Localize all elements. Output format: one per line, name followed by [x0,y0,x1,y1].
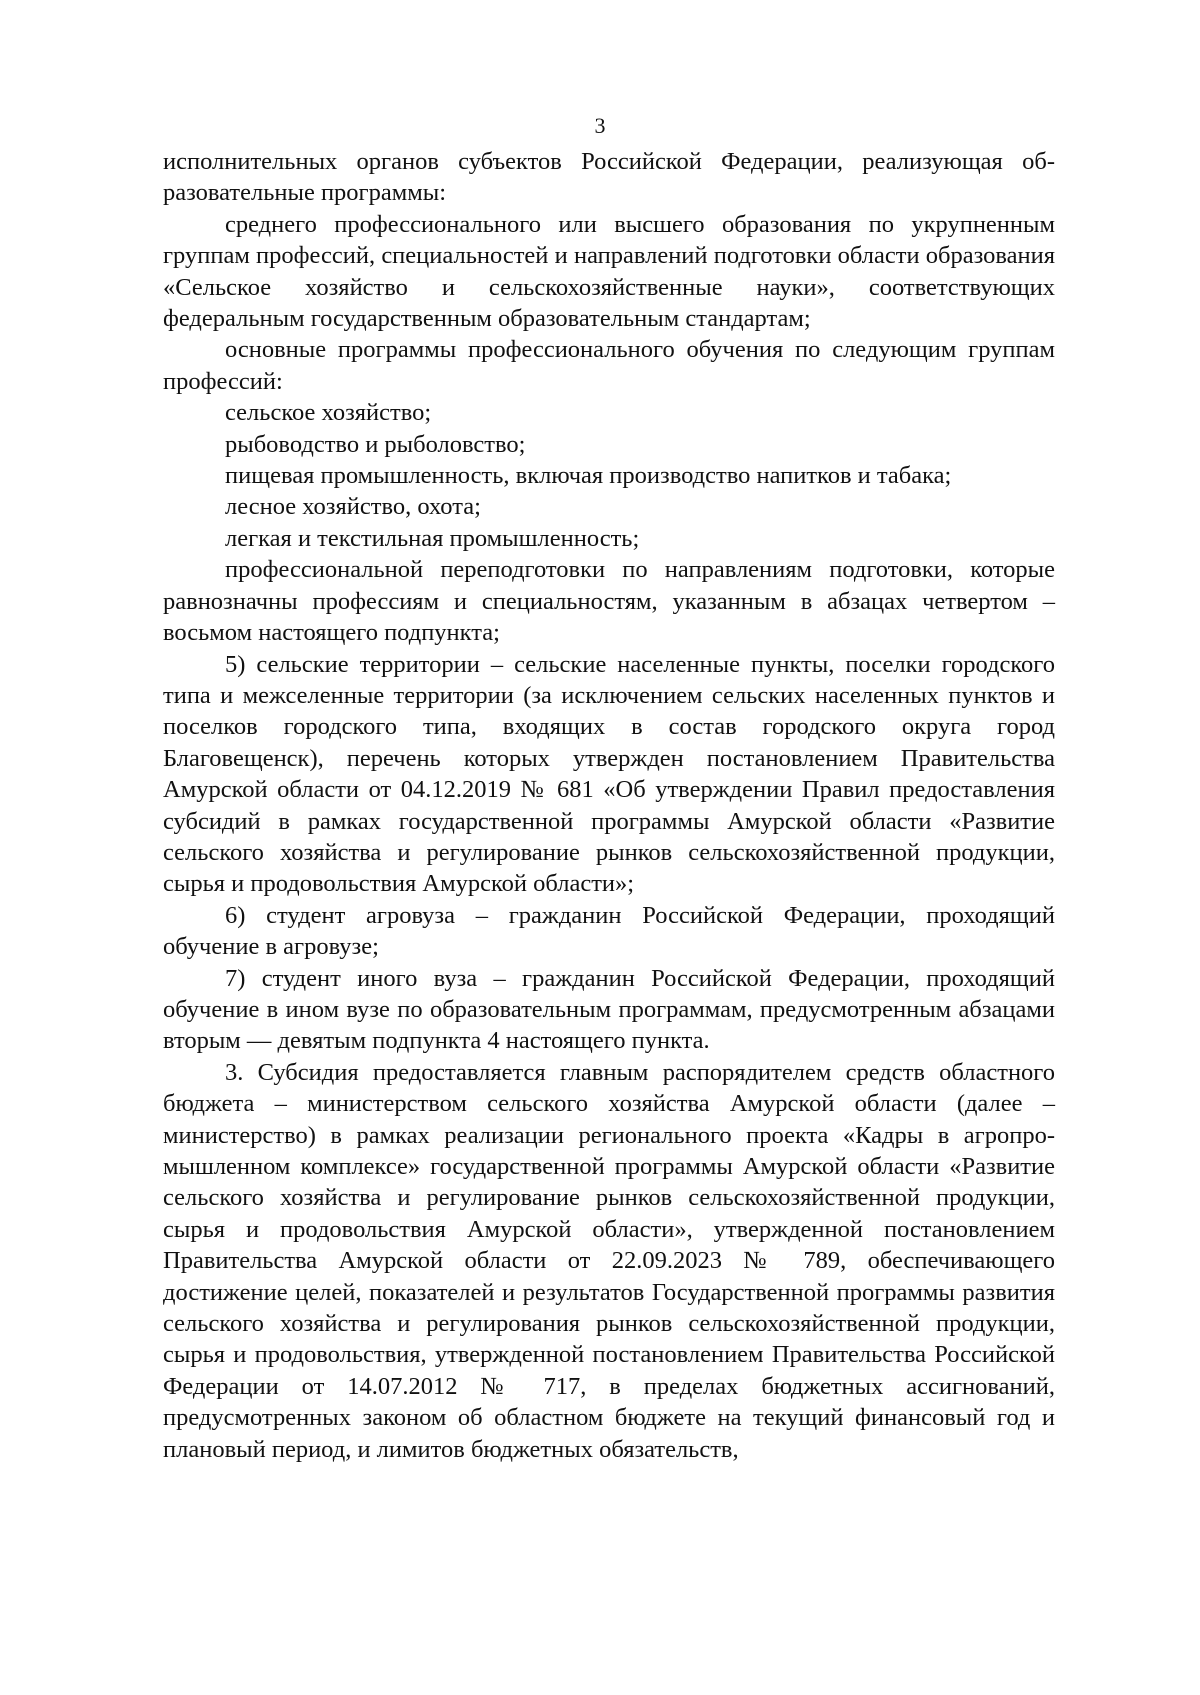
paragraph-agro-university-student: 6) студент агровуза – гражданин Российской Федерации, проходящий обучение в агровузе; [163,901,1055,961]
paragraph-subsidy-provision: 3. Субсидия предоставляется главным распорядителем средств областного бюджета – министерством сельского хозяйства Амурской области (далее – министерство) в рамках реализации регионального проекта «Кадры в агропромышленном комплексе» государственной программы Амурской области «Развитие сельского хозяйства и регулирование рынков сельскохозяйственной продукции, сырья и продовольствия Амурской области», утвержденной постановлением Правительства Амурской области от 22.09.2023 № 789, обеспечивающего достижение целей, показателей и результатов Государственной программы развития сельского хозяйства и регулирования рынков сельскохозяйственной продукции, сырья и продовольствия, утвержденной постановлением Правительства Российской Федерации от 14.07.2012 № 717, в пределах бюджетных ассигнований, предусмотренных законом об областном бюджете на текущий финансовый год и плановый период, и лимитов бюджетных обязательств, [163,1058,1055,1463]
paragraph-other-university-student: 7) студент иного вуза – гражданин Российской Федерации, проходящий обучение в ином вузе по образовательным программам, предусмотренным абзацами вторым — девятым подпункта 4 настоящего пункта. [163,964,1055,1055]
paragraph-continuation: исполнительных органов субъектов Российской Федерации, реализующая образовательные программы: [163,148,1055,207]
paragraph-rural-territories: 5) сельские территории – сельские населенные пункты, поселки городского типа и межселенные территории (за исключением сельских населенных пунктов и поселков городского типа, входящих в состав городского округа город Благовещенск), перечень которых утвержден постановлением Правительства Амурской области от 04.12.2019 № 681 «Об утверждении Правил предоставления субсидий в рамках государственной программы Амурской области «Развитие сельского хозяйства и регулирование рынков сельскохозяйственной продукции, сырья и продовольствия Амурской области»; [163,650,1055,898]
paragraph-retraining: профессиональной переподготовки по направлениям подготовки, которые равнозначны профессиям и специальностям, указанным в абзацах четвертом – восьмом настоящего подпункта; [163,556,1055,647]
list-item-agriculture: сельское хозяйство; [225,399,432,427]
list-item-food-industry: пищевая промышленность, включая производство напитков и табака; [225,462,952,490]
list-item-forestry: лесное хозяйство, охота; [225,493,481,521]
page-number: 3 [594,113,606,138]
paragraph-secondary-higher-education: среднего профессионального или высшего образования по укрупненным группам профессий, специальностей и направлений подготовки области образования «Сельское хозяйство и сельскохозяйственные науки», соответствующих федеральным государственным образовательным стандартам; [163,210,1055,333]
list-item-fish-farming: рыбоводство и рыболовство; [225,430,526,458]
list-item-light-industry: легкая и текстильная промышленность; [225,524,640,552]
paragraph-vocational-training-programs: основные программы профессионального обучения по следующим группам профессий: [163,336,1055,395]
body-text [163,146,1055,1465]
